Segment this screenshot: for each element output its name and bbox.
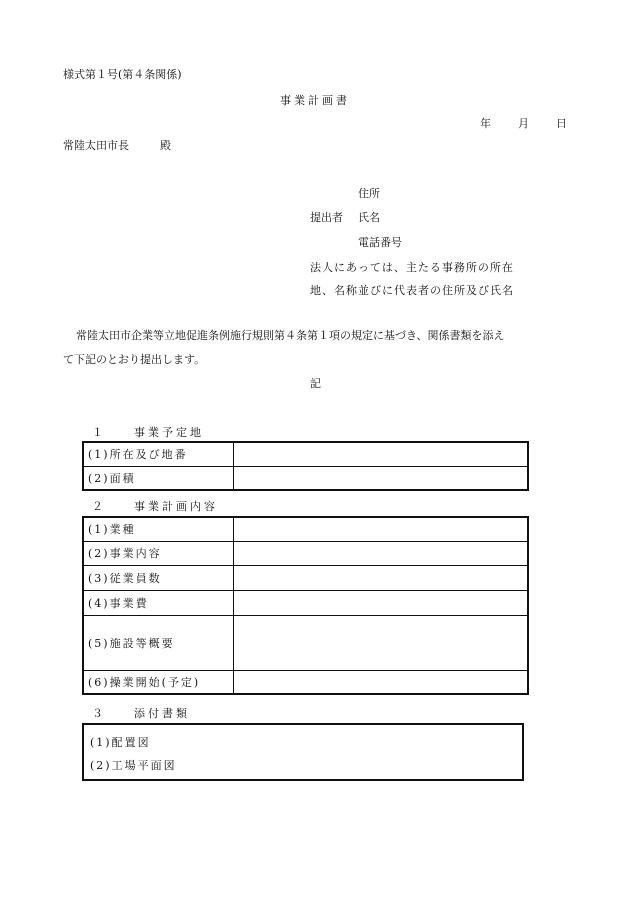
form-number: 様式第１号(第４条関係) (63, 68, 182, 81)
table-row (83, 590, 528, 615)
business-content-value[interactable] (234, 541, 529, 565)
section1-heading: １ 事業予定地 (92, 426, 204, 439)
table-row (83, 466, 528, 490)
attachments-box (82, 723, 524, 781)
employees-label: (3)従業員数 (83, 565, 234, 590)
industry-value[interactable] (234, 517, 529, 541)
submitter-note-line1: 法人にあっては、主たる事務所の所在 (310, 261, 514, 274)
body-line2: て下記のとおり提出します。 (63, 353, 206, 366)
submitter-address-label: 住所 (358, 187, 380, 200)
attachment-item: (2)工場平面図 (90, 759, 177, 772)
facility-overview-label: (5)施設等概要 (83, 615, 234, 670)
business-cost-value[interactable] (234, 590, 529, 615)
industry-label: (1)業種 (83, 517, 234, 541)
area-label: (2)面積 (83, 466, 234, 490)
ki-heading: 記 (310, 377, 321, 390)
submitter-phone-label: 電話番号 (358, 236, 402, 249)
employees-value[interactable] (234, 565, 529, 590)
date-year: 年 (480, 117, 491, 130)
date-month: 月 (518, 117, 529, 130)
table-row (83, 517, 528, 541)
addressee-honorific: 殿 (160, 139, 171, 152)
location-label: (1)所在及び地番 (83, 442, 234, 466)
section2-table (82, 516, 529, 695)
table-row (83, 442, 528, 466)
business-content-label: (2)事業内容 (83, 541, 234, 565)
submitter-name-label: 氏名 (358, 211, 380, 224)
table-row (83, 670, 528, 694)
date-day: 日 (556, 117, 567, 130)
table-row (83, 615, 528, 670)
submitter-label: 提出者 (310, 211, 343, 224)
document-title: 事業計画書 (280, 94, 350, 107)
addressee-name: 常陸太田市長 (63, 139, 129, 152)
section2-heading: ２ 事業計画内容 (92, 500, 218, 513)
location-value[interactable] (234, 442, 529, 466)
business-cost-label: (4)事業費 (83, 590, 234, 615)
operation-start-value[interactable] (234, 670, 529, 694)
facility-overview-value[interactable] (234, 615, 529, 670)
area-value[interactable] (234, 466, 529, 490)
submitter-note-line2: 地、名称並びに代表者の住所及び氏名 (310, 284, 514, 297)
body-line1: 常陸太田市企業等立地促進条例施行規則第４条第１項の規定に基づき、関係書類を添え (76, 329, 505, 342)
table-row (83, 565, 528, 590)
section1-table (82, 441, 529, 491)
table-row (83, 541, 528, 565)
section3-heading: ３ 添付書類 (92, 707, 190, 720)
operation-start-label: (6)操業開始(予定) (83, 670, 234, 694)
attachment-item: (1)配置図 (90, 736, 151, 749)
